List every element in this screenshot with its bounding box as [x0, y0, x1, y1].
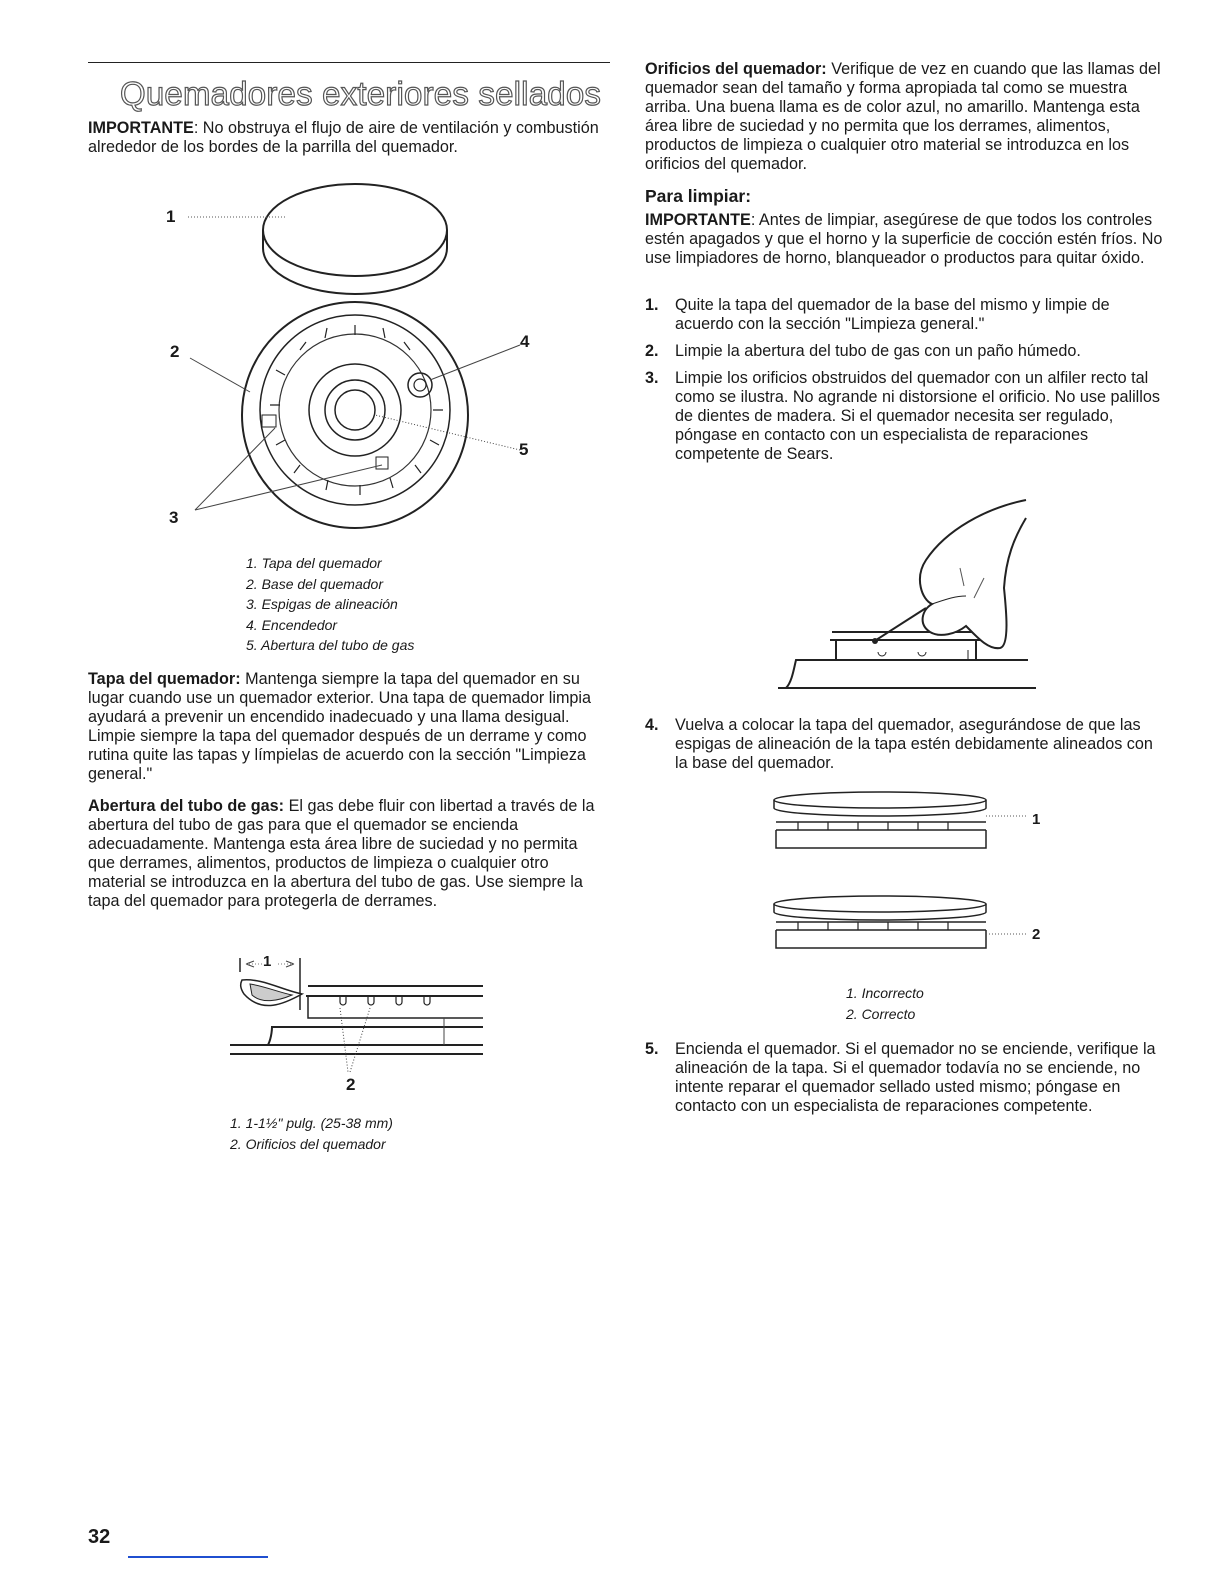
page-number: 32 — [88, 1526, 111, 1548]
step-number: 2. — [645, 342, 659, 360]
orificios-paragraph — [645, 60, 1167, 174]
caption-line: 4. Encendedor — [246, 616, 338, 633]
important-text: : No obstruya el flujo de aire de ventilación y combustión alrededor de los bordes de la parrilla del quemador. — [88, 119, 599, 156]
step-number: 4. — [645, 716, 659, 734]
list-item — [645, 716, 1167, 773]
list-item — [645, 342, 1167, 361]
abertura-label: Abertura del tubo de gas: — [88, 797, 285, 815]
burner-exploded-diagram — [150, 160, 570, 550]
cleaning-steps-1-3 — [645, 296, 1167, 464]
fig1-callout-3: 3 — [169, 508, 179, 527]
step-text: Limpie los orificios obstruidos del quemador con un alfiler recto tal como se ilustra. No agrande ni distorsione el orificio. No use palillos de dientes de madera. Si el quemador necesita ser regulado, póngase en contacto con un especialista de reparaciones competente de Sears. — [675, 369, 1160, 463]
cleaning-step-5 — [645, 1040, 1167, 1116]
fig1-captions — [246, 553, 506, 656]
fig4-callout-2: 2 — [1032, 926, 1041, 943]
caption-line: 2. Correcto — [846, 1005, 916, 1022]
cleaning-step-4 — [645, 716, 1167, 773]
orificios-label: Orificios del quemador: — [645, 60, 827, 78]
orificios-text: Verifique de vez en cuando que las llamas del quemador sean del tamaño y forma apropiada tal como se muestra arriba. Una buena llama es de color azul, no amarillo. Mantenga esta área libre de suciedad y no permita que los derrames, alimentos, productos de limpieza o cualquier otro material se introduzca en los orificios del quemador. — [645, 60, 1161, 173]
para-limpiar-heading: Para limpiar: — [645, 186, 752, 206]
page-title: Quemadores exteriores sellados — [120, 75, 602, 112]
fig4-callout-1: 1 — [1032, 811, 1041, 828]
caption-line: 1. Tapa del quemador — [246, 555, 382, 571]
step-text: Vuelva a colocar la tapa del quemador, asegurándose de que las espigas de alineación de la tapa estén debidamente alineados con la base del quemador. — [675, 716, 1153, 772]
abertura-text: El gas debe fluir con libertad a través de la abertura del tubo de gas para que el quemador se encienda adecuadamente. Mantenga esta área libre de suciedad y no permita que derrames, alimentos, productos de limpieza o cualquier otro material se introduzca en la abertura del tubo de gas. Use siempre la tapa del quemador para protegerla de derrames. — [88, 797, 595, 910]
important-note-left — [88, 119, 608, 157]
cap-alignment-diagram — [770, 790, 1050, 960]
tapa-paragraph — [88, 670, 608, 784]
important-note-right — [645, 211, 1167, 268]
caption-line: 5. Abertura del tubo de gas — [246, 637, 415, 653]
caption-line: 3. Espigas de alineación — [246, 596, 398, 612]
fig1-callout-4: 4 — [520, 332, 530, 351]
fig2-callout-1: 1 — [263, 953, 272, 970]
list-item — [645, 296, 1167, 334]
fig1-callout-5: 5 — [519, 440, 529, 459]
tapa-label: Tapa del quemador: — [88, 670, 241, 688]
important-label: IMPORTANTE — [88, 119, 194, 137]
tapa-text: Mantenga siempre la tapa del quemador en su lugar cuando use un quemador exterior. Una tapa de quemador limpia ayudará a prevenir un encendido inadecuado y una llama desigual. Limpie siempre la tapa del quemador después de un derrame y como rutina quite las tapas y límpielas de acuerdo con la sección "Limpieza general." — [88, 670, 592, 783]
step-number: 3. — [645, 369, 659, 387]
hand-cleaning-diagram — [778, 490, 1038, 690]
step-text: Limpie la abertura del tubo de gas con un paño húmedo. — [675, 342, 1081, 360]
title-rule — [88, 62, 610, 63]
caption-line: 2. Base del quemador — [246, 575, 383, 592]
important-label: IMPORTANTE — [645, 211, 751, 229]
fig2-callout-2: 2 — [346, 1075, 356, 1094]
step-number: 5. — [645, 1040, 659, 1058]
abertura-paragraph — [88, 797, 608, 911]
step-text: Quite la tapa del quemador de la base del mismo y limpie de acuerdo con la sección "Limpieza general." — [675, 296, 1110, 333]
fig2-captions — [230, 1113, 470, 1154]
list-item — [645, 369, 1167, 464]
list-item — [645, 1040, 1167, 1116]
caption-line: 1. Incorrecto — [846, 985, 924, 1001]
fig4-captions — [846, 983, 1006, 1024]
step-number: 1. — [645, 296, 659, 314]
fig1-callout-1: 1 — [166, 207, 176, 226]
footer-mark — [128, 1556, 268, 1558]
important-text: : Antes de limpiar, asegúrese de que todos los controles estén apagados y que el horno y la superficie de cocción estén fríos. No use limpiadores de horno, blanqueador o productos para quitar óxido. — [645, 211, 1163, 267]
caption-line: 2. Orificios del quemador — [230, 1135, 386, 1152]
step-text: Encienda el quemador. Si el quemador no se enciende, verifique la alineación de la tapa. Si el quemador todavía no se enciende, no intente reparar el quemador sellado usted mismo; póngase en contacto con un especialista de reparaciones competente. — [675, 1040, 1156, 1115]
caption-line: 1. 1-1½" pulg. (25-38 mm) — [230, 1115, 393, 1131]
fig1-callout-2: 2 — [170, 342, 180, 361]
